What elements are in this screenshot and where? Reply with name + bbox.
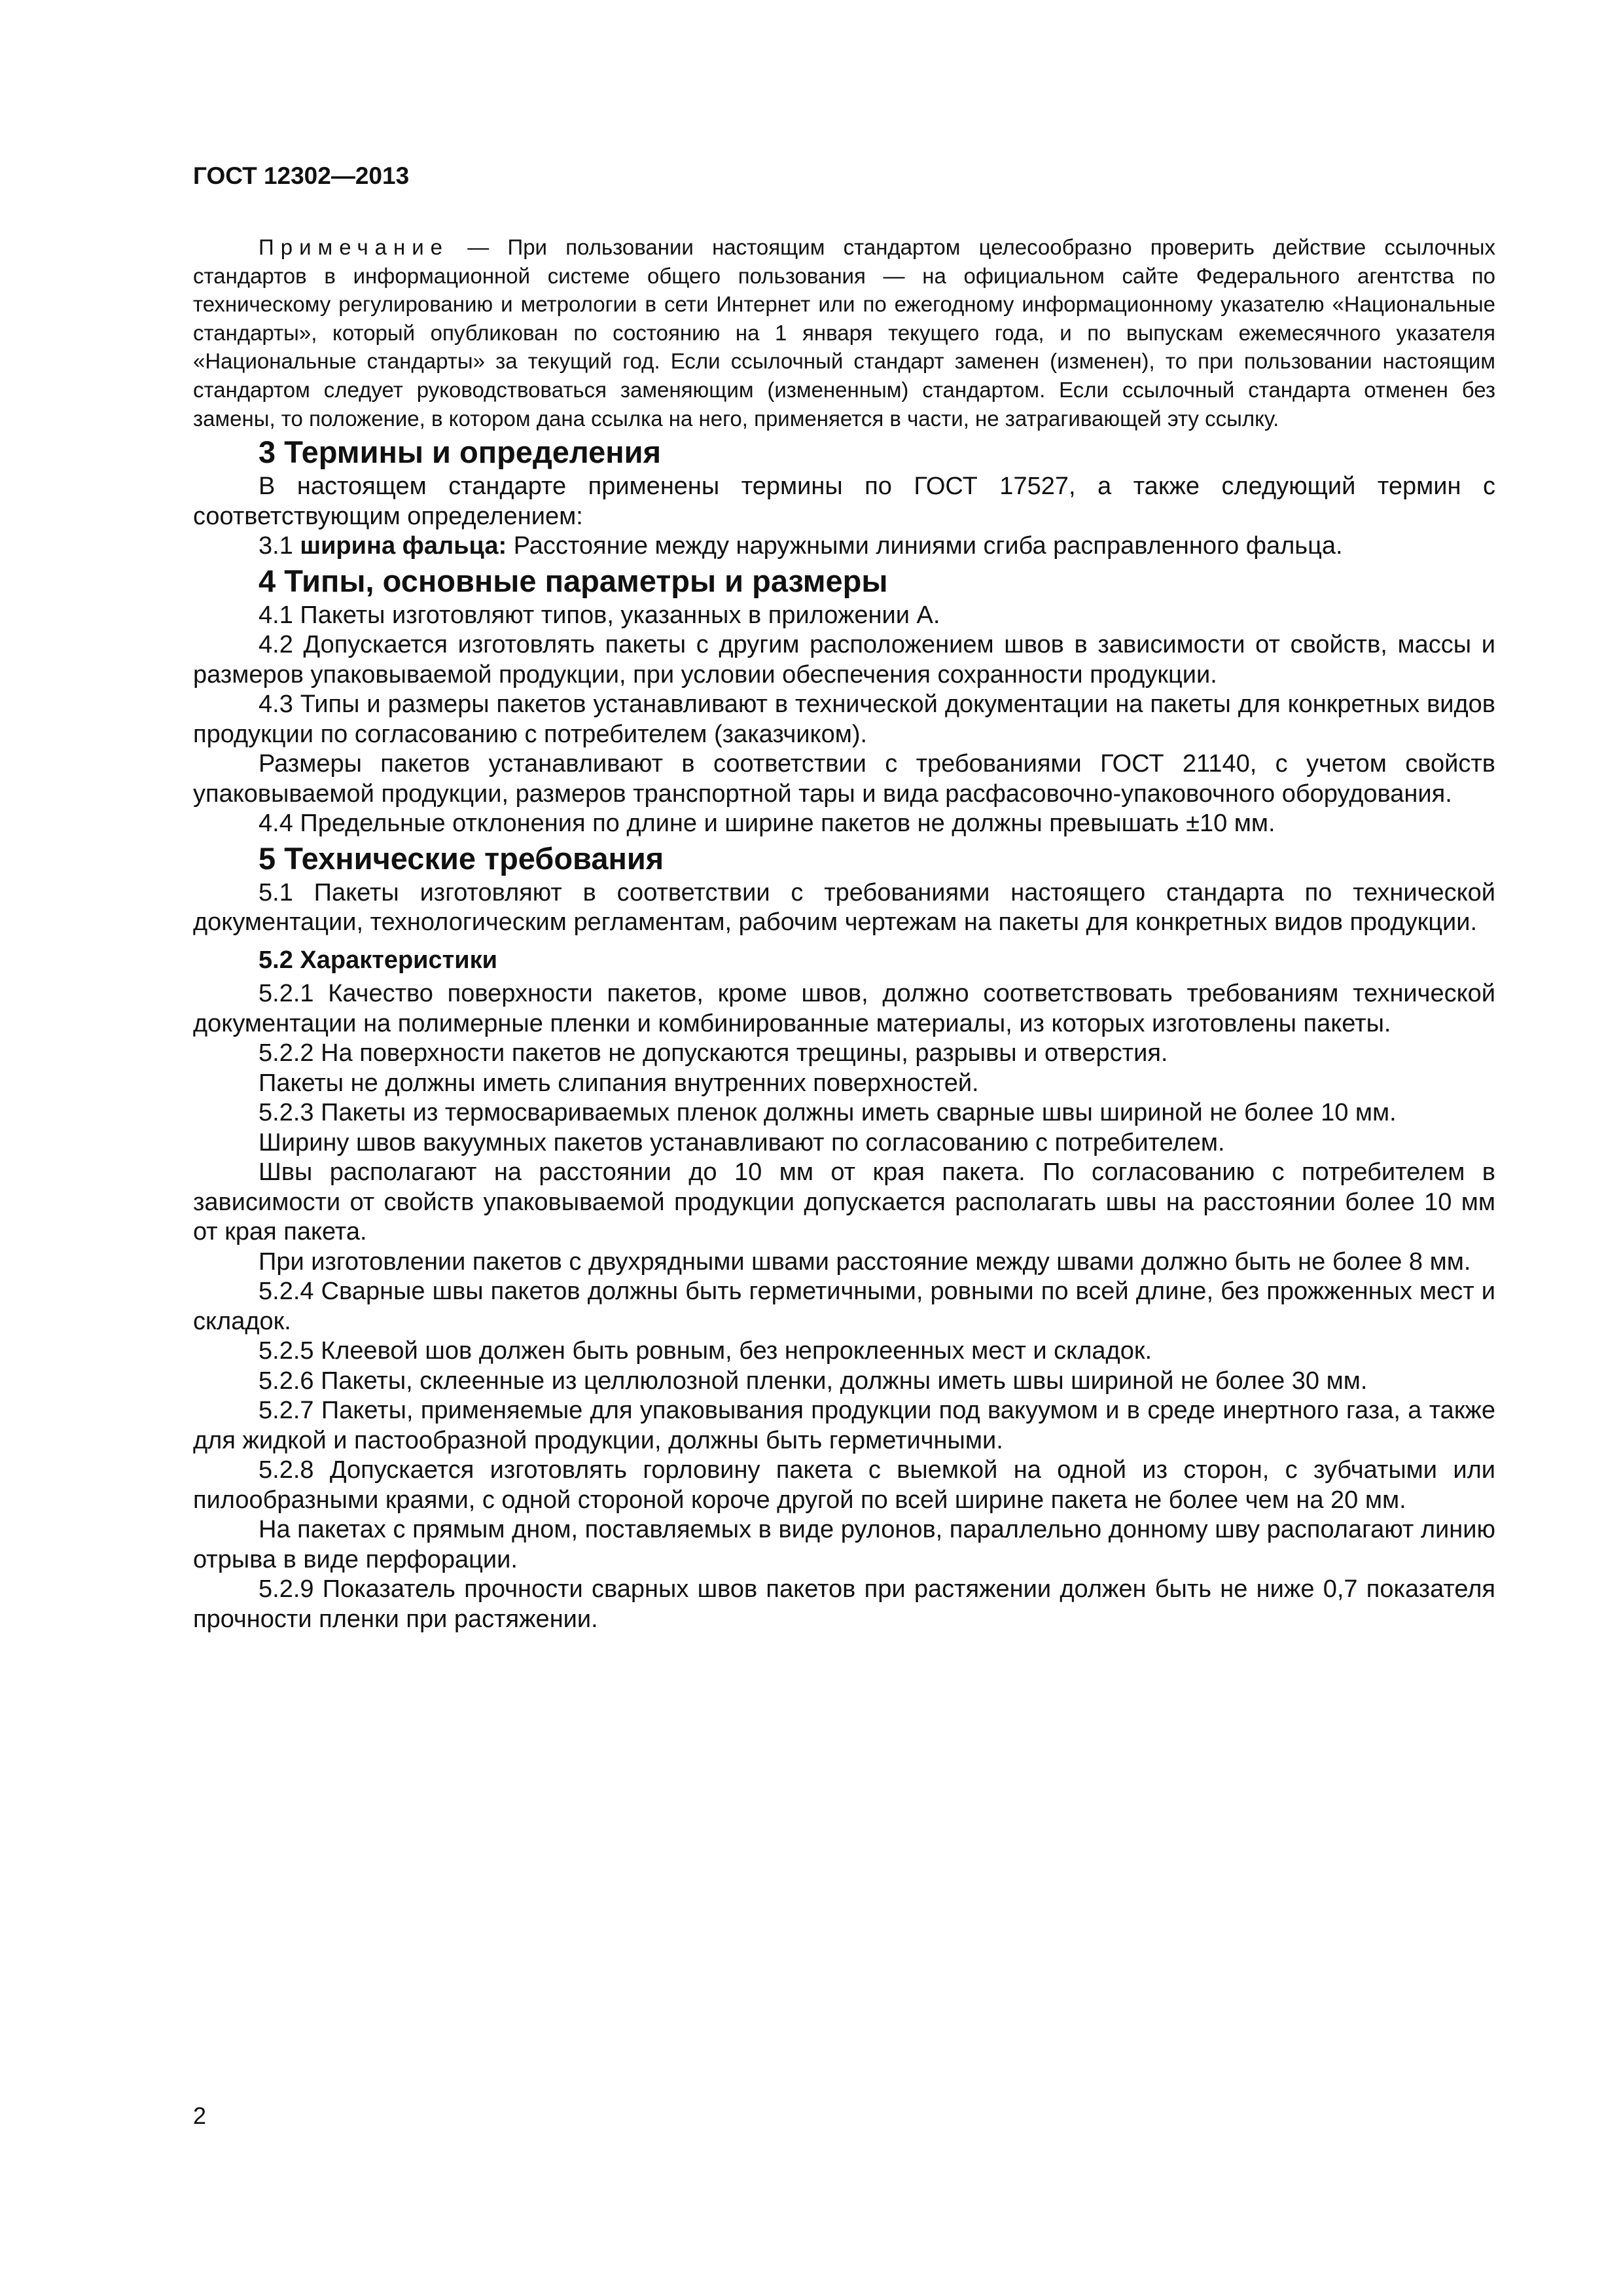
section-3-title: 3 Термины и определения xyxy=(259,435,661,470)
term-label: ширина фальца: xyxy=(300,532,507,560)
paragraph-5-2-2-b: Пакеты не должны иметь слипания внутренних поверхностей. xyxy=(259,1069,979,1097)
term-number: 3.1 xyxy=(259,532,293,560)
note-label: Примечание xyxy=(259,235,450,259)
paragraph-5-2-2: 5.2.2 На поверхности пакетов не допускаются трещины, разрывы и отверстия. xyxy=(259,1039,1168,1067)
document-page xyxy=(193,162,1495,1634)
paragraph-4-3: 4.3 Типы и размеры пакетов устанавливают в технической документации на пакеты для конкретных видов продукции по согласованию с потребителем (заказчиком). xyxy=(193,691,1495,748)
paragraph-5-2-4: 5.2.4 Сварные швы пакетов должны быть герметичными, ровными по всей длине, без прожженных мест и складок. xyxy=(193,1278,1495,1335)
paragraph-4-3-sizes: Размеры пакетов устанавливают в соответствии с требованиями ГОСТ 21140, с учетом свойств упаковываемой продукции, размеров транспортной тары и вида расфасовочно-упаковочного оборудования. xyxy=(193,750,1495,808)
paragraph-5-1: 5.1 Пакеты изготовляют в соответствии с требованиями настоящего стандарта по технической документации, технологическим регламентам, рабочим чертежам на пакеты для конкретных видов продукции. xyxy=(193,878,1495,937)
paragraph-4-2: 4.2 Допускается изготовлять пакеты с другим расположением швов в зависимости от свойств, массы и размеров упаковываемой продукции, при условии обеспечения сохранности продукции. xyxy=(193,631,1495,689)
paragraph-4-1: 4.1 Пакеты изготовляют типов, указанных в приложении А. xyxy=(259,601,940,629)
paragraph-5-2-5: 5.2.5 Клеевой шов должен быть ровным, без непроклеенных мест и складок. xyxy=(259,1337,1152,1365)
note-text: — При пользовании настоящим стандартом целесообразно проверить действие ссылочных стандартов в информационной системе общего пользования — на официальном сайте Федерального агентства по техническому регулированию и метрологии в сети Интернет или по ежегодному информационному указателю «Национальные стандарты», который опубликован по состоянию на 1 января текущего года, и по выпускам ежемесячного указателя «Национальные стандарты» за текущий год. Если ссылочный стандарт заменен (изменен), то при пользовании настоящим стандартом следует руководствоваться заменяющим (измененным) стандартом. Если ссылочный стандарта отменен без замены, то положение, в котором дана ссылка на него, применяется в части, не затрагивающей эту ссылку. xyxy=(193,235,1496,431)
paragraph-5-2-6: 5.2.6 Пакеты, склеенные из целлюлозной пленки, должны иметь швы шириной не более 30 мм. xyxy=(259,1367,1368,1395)
section-5-title: 5 Технические требования xyxy=(259,840,664,876)
term-definition: Расстояние между наружными линиями сгиба расправленного фальца. xyxy=(513,532,1343,560)
paragraph-5-2-3-d: При изготовлении пакетов с двухрядными швами расстояние между швами должно быть не более 8 мм. xyxy=(259,1247,1471,1276)
paragraph-5-2-3-b: Ширину швов вакуумных пакетов устанавливают по согласованию с потребителем. xyxy=(259,1128,1225,1157)
standard-code-header: ГОСТ 12302—2013 xyxy=(193,162,410,189)
section-4-title: 4 Типы, основные параметры и размеры xyxy=(259,563,888,598)
section-3-intro: В настоящем стандарте применены термины по ГОСТ 17527, а также следующий термин с соответствующим определением: xyxy=(193,473,1495,530)
paragraph-5-2-3-c: Швы располагают на расстоянии до 10 мм от края пакета. По согласованию с потребителем в зависимости от свойств упаковываемой продукции допускается располагать швы на расстоянии более 10 мм от края пакета. xyxy=(193,1158,1495,1246)
paragraph-5-2-8: 5.2.8 Допускается изготовлять горловину пакета с выемкой на одной из сторон, с зубчатыми или пилообразными краями, с одной стороной короче другой по всей ширине пакета не более чем на 20 мм. xyxy=(193,1456,1495,1514)
paragraph-5-2-1: 5.2.1 Качество поверхности пакетов, кроме швов, должно соответствовать требованиям технической документации на полимерные пленки и комбинированные материалы, из которых изготовлены пакеты. xyxy=(193,980,1495,1037)
paragraph-5-2-3: 5.2.3 Пакеты из термосвариваемых пленок должны иметь сварные швы шириной не более 10 мм. xyxy=(259,1099,1397,1127)
page-number: 2 xyxy=(193,2102,207,2129)
term-3-1 xyxy=(193,531,1495,562)
paragraph-4-4: 4.4 Предельные отклонения по длине и ширине пакетов не должны превышать ±10 мм. xyxy=(259,810,1275,838)
note-paragraph xyxy=(193,233,1495,433)
subsection-5-2-title: 5.2 Характеристики xyxy=(259,946,498,974)
paragraph-5-2-8-b: На пакетах с прямым дном, поставляемых в виде рулонов, параллельно донному шву располагают линию отрыва в виде перфорации. xyxy=(193,1516,1495,1573)
paragraph-5-2-7: 5.2.7 Пакеты, применяемые для упаковывания продукции под вакуумом и в среде инертного газа, а также для жидкой и пастообразной продукции, должны быть герметичными. xyxy=(193,1397,1495,1454)
paragraph-5-2-9: 5.2.9 Показатель прочности сварных швов пакетов при растяжении должен быть не ниже 0,7 показателя прочности пленки при растяжении. xyxy=(193,1575,1495,1633)
